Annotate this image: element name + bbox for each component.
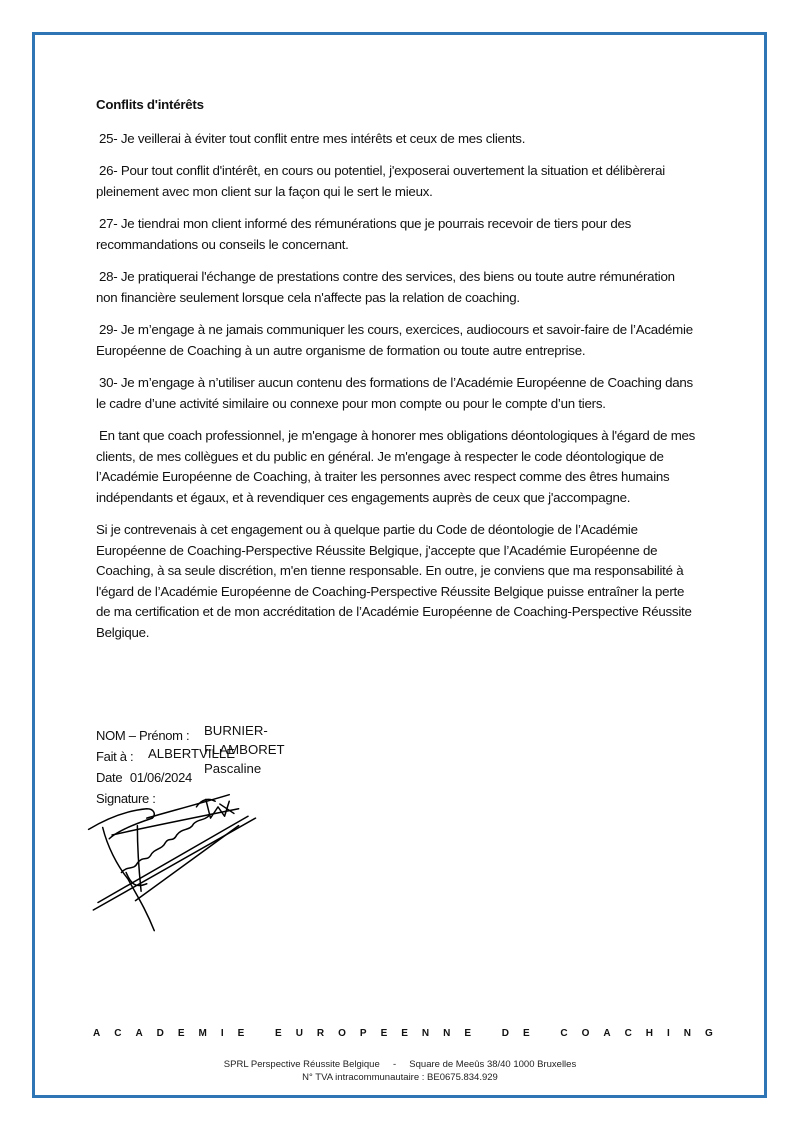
date-field [96,768,192,789]
article-30: 30- Je m’engage à n’utiliser aucun contenu des formations de l’Académie Européenne de Coaching dans le cadre d’une activité similaire ou connexe pour mon compte ou pour le compte d’un tiers. [96,375,693,411]
place-label: Fait à : [96,749,134,764]
name-value: BURNIER-FLAMBORET Pascaline [204,723,285,776]
date-value: 01/06/2024 [129,770,192,785]
section-heading: Conflits d'intérêts [96,97,204,112]
signature-label: Signature : [96,791,156,806]
article-27: 27- Je tiendrai mon client informé des rémunérations que je pourrais recevoir de tiers pour des recommandations ou conseils le concernant. [96,216,632,252]
name-label: NOM – Prénom : [96,728,190,743]
article-26: 26- Pour tout conflit d'intérêt, en cours ou potentiel, j'exposerai ouvertement la situation et délibèrerai pleinement avec mon client sur la façon qui le sert le mieux. [96,163,665,199]
place-value: ALBERTVILLE [148,746,235,761]
liability-paragraph: Si je contrevenais à cet engagement ou à quelque partie du Code de déontologie de l’Académie Européenne de Coaching-Perspective Réussite Belgique, j'accepte que l’Académie Européenne de Coaching, à sa seule discrétion, m'en tienne responsable. En outre, je conviens que ma responsabilité à l'égard de l’Académie Européenne de Coaching-Perspective Réussite Belgique puisse entraîner la perte de ma certification et de mon accréditation de l’Académie Européenne de Coaching-Perspective Réussite Belgique. [96,522,692,640]
engagement-paragraph: En tant que coach professionnel, je m'engage à honorer mes obligations déontologiques à l'égard de mes clients, de mes collègues et du public en général. Je m'engage à respecter le code déontologique de l’Académie Européenne de Coaching, à traiter les personnes avec respect comme des êtres humains indépendants et égaux, et à revendiquer ces engagements auprès de ceux que j'accompagne. [96,428,696,505]
date-label: Date [96,770,123,785]
article-28: 28- Je pratiquerai l'échange de prestations contre des services, des biens ou toute autre rémunération non financière seulement lorsque cela n'affecte pas la relation de coaching. [96,269,675,305]
footer-address: SPRL Perspective Réussite Belgique - Square de Meeûs 38/40 1000 Bruxelles [223,1059,577,1070]
footer-brand: A C A D E M I E E U R O P E E N N E D E C O A C H I N G [93,1028,713,1039]
place-field [96,746,235,768]
footer-vat: N° TVA intracommunautaire : BE0675.834.929 [302,1072,498,1083]
document-body [96,95,696,655]
handwritten-signature [78,790,268,940]
article-29: 29- Je m’engage à ne jamais communiquer les cours, exercices, audiocours et savoir-faire de l’Académie Européenne de Coaching à un autre organisme de formation ou toute autre entreprise. [96,322,693,358]
article-25: 25- Je veillerai à éviter tout conflit entre mes intérêts et ceux de mes clients. [99,130,526,146]
